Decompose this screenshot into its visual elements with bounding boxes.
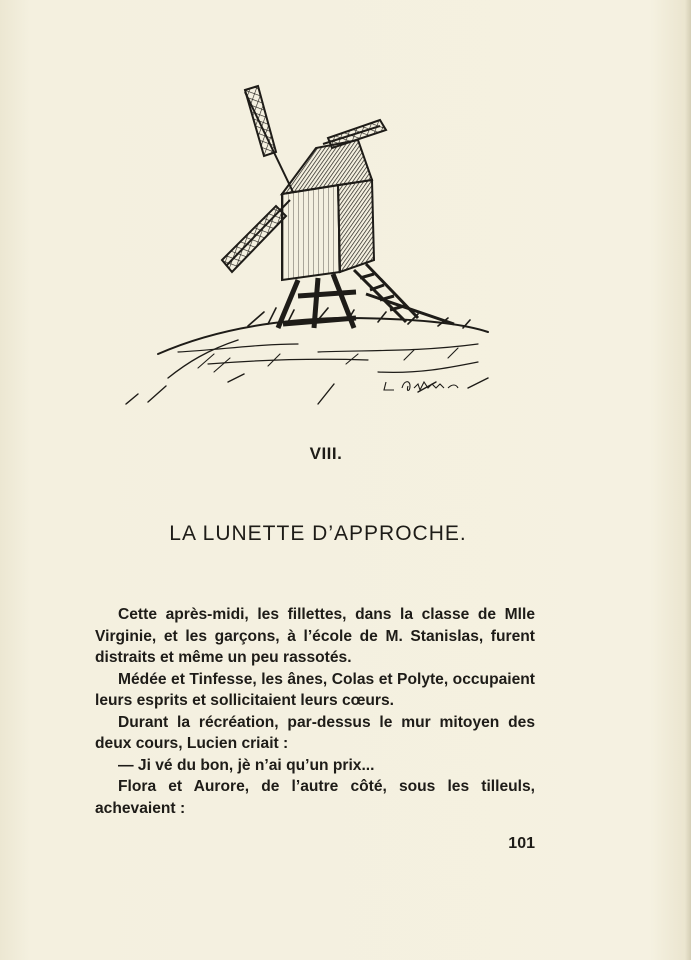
chapter-body [95,604,535,819]
chapter-title: LA LUNETTE D’APPROCHE. [169,522,467,545]
artist-signature [384,382,458,391]
windmill-illustration [118,82,518,412]
paragraph: — Ji vé du bon, jè n’ai qu’un prix... [118,756,375,774]
page-edge-shadow [685,0,691,960]
paragraph: Cette après-midi, les fillettes, dans la classe de Mlle Virginie, et les garçons, à l’école de M. Stanislas, furent distraits et même un peu rassotés. [95,606,535,666]
paragraph: Flora et Aurore, de l’autre côté, sous les tilleuls, achevaient : [95,778,535,817]
chapter-number: VIII. [309,444,343,463]
windmill-stairs [354,264,454,324]
paragraph: Durant la récréation, par-dessus le mur mitoyen des deux cours, Lucien criait : [95,713,535,752]
paragraph: Médée et Tinfesse, les ânes, Colas et Polyte, occupaient leurs esprits et sollicitaient leurs cœurs. [95,670,535,709]
windmill-front-wall [282,185,340,280]
windmill-side-wall [338,180,374,272]
page-number: 101 [508,835,535,852]
